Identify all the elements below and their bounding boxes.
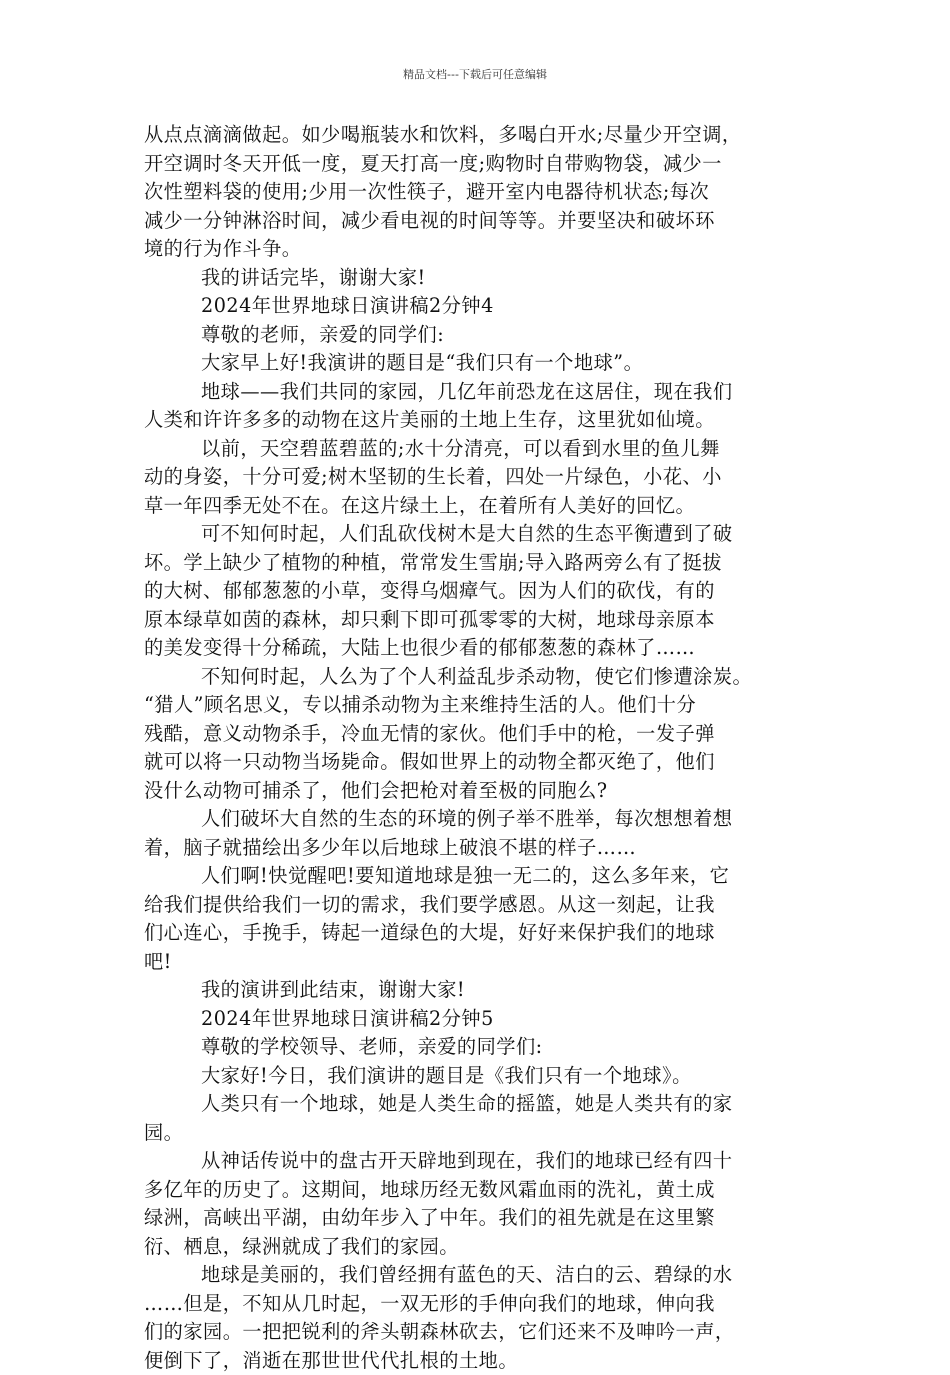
text-line: 不知何时起，人么为了个人利益乱步杀动物，使它们惨遭涂炭。 [144,663,808,692]
text-line: 的大树、郁郁葱葱的小草，变得乌烟瘴气。因为人们的砍伐，有的 [144,577,808,606]
salutation: 尊敬的老师，亲爱的同学们: [144,321,808,350]
text-line: 人类和许许多多的动物在这片美丽的土地上生存，这里犹如仙境。 [144,406,808,435]
text-line: 以前，天空碧蓝碧蓝的;水十分清亮，可以看到水里的鱼儿舞 [144,435,808,464]
text-line: 绿洲，高峡出平湖，由幼年步入了中年。我们的祖先就是在这里繁 [144,1204,808,1233]
text-line: 可不知何时起，人们乱砍伐树木是大自然的生态平衡遭到了破 [144,520,808,549]
text-line: 地球——我们共同的家园，几亿年前恐龙在这居住，现在我们 [144,378,808,407]
text-line: 人们啊!快觉醒吧!要知道地球是独一无二的，这么多年来，它 [144,862,808,891]
text-line: 大家早上好!我演讲的题目是“我们只有一个地球”。 [144,349,808,378]
text-line: 开空调时冬天开低一度，夏天打高一度;购物时自带购物袋，减少一 [144,150,808,179]
text-line: 大家好!今日，我们演讲的题目是《我们只有一个地球》。 [144,1062,808,1091]
text-line: 动的身姿，十分可爱;树木坚韧的生长着，四处一片绿色，小花、小 [144,463,808,492]
text-line: 衍、栖息，绿洲就成了我们的家园。 [144,1233,808,1262]
text-line: 没什么动物可捕杀了，他们会把枪对着至极的同胞么? [144,777,808,806]
text-line: 草一年四季无处不在。在这片绿土上，在着所有人美好的回忆。 [144,492,808,521]
text-line: “猎人”顾名思义，专以捕杀动物为主来维持生活的人。他们十分 [144,691,808,720]
salutation: 尊敬的学校领导、老师，亲爱的同学们: [144,1033,808,1062]
text-line: 人类只有一个地球，她是人类生命的摇篮，她是人类共有的家 [144,1090,808,1119]
text-line: 着，脑子就描绘出多少年以后地球上破浪不堪的样子…… [144,834,808,863]
page-header: 精品文档---下载后可任意编辑 [0,66,950,82]
speech-title: 2024年世界地球日演讲稿2分钟5 [144,1005,808,1034]
text-line: 园。 [144,1119,808,1148]
document-body [144,121,808,1375]
text-line: 残酷，意义动物杀手，冷血无情的家伙。他们手中的枪，一发子弹 [144,720,808,749]
text-line: 坏。学上缺少了植物的种植，常常发生雪崩;导入路两旁么有了挺拔 [144,549,808,578]
text-line: 我的演讲到此结束，谢谢大家! [144,976,808,1005]
text-line: 人们破坏大自然的生态的环境的例子举不胜举，每次想想着想 [144,805,808,834]
text-line: 原本绿草如茵的森林，却只剩下即可孤零零的大树，地球母亲原本 [144,606,808,635]
text-line: 的美发变得十分稀疏，大陆上也很少看的郁郁葱葱的森林了…… [144,634,808,663]
text-line: 便倒下了，消逝在那世世代代扎根的土地。 [144,1347,808,1375]
text-line: 我的讲话完毕，谢谢大家! [144,264,808,293]
text-line: 从神话传说中的盘古开天辟地到现在，我们的地球已经有四十 [144,1147,808,1176]
text-line: 就可以将一只动物当场毙命。假如世界上的动物全都灭绝了，他们 [144,748,808,777]
text-line: 吧! [144,948,808,977]
text-line: 给我们提供给我们一切的需求，我们要学感恩。从这一刻起，让我 [144,891,808,920]
text-line: 境的行为作斗争。 [144,235,808,264]
text-line: 们的家园。一把把锐利的斧头朝森林砍去，它们还来不及呻吟一声， [144,1318,808,1347]
speech-title: 2024年世界地球日演讲稿2分钟4 [144,292,808,321]
text-line: 次性塑料袋的使用;少用一次性筷子，避开室内电器待机状态;每次 [144,178,808,207]
text-line: 地球是美丽的，我们曾经拥有蓝色的天、洁白的云、碧绿的水 [144,1261,808,1290]
text-line: ……但是，不知从几时起，一双无形的手伸向我们的地球，伸向我 [144,1290,808,1319]
text-line: 多亿年的历史了。这期间，地球历经无数风霜血雨的洗礼，黄土成 [144,1176,808,1205]
text-line: 们心连心，手挽手，铸起一道绿色的大堤，好好来保护我们的地球 [144,919,808,948]
text-line: 减少一分钟淋浴时间，减少看电视的时间等等。并要坚决和破坏环 [144,207,808,236]
text-line: 从点点滴滴做起。如少喝瓶装水和饮料，多喝白开水;尽量少开空调， [144,121,808,150]
